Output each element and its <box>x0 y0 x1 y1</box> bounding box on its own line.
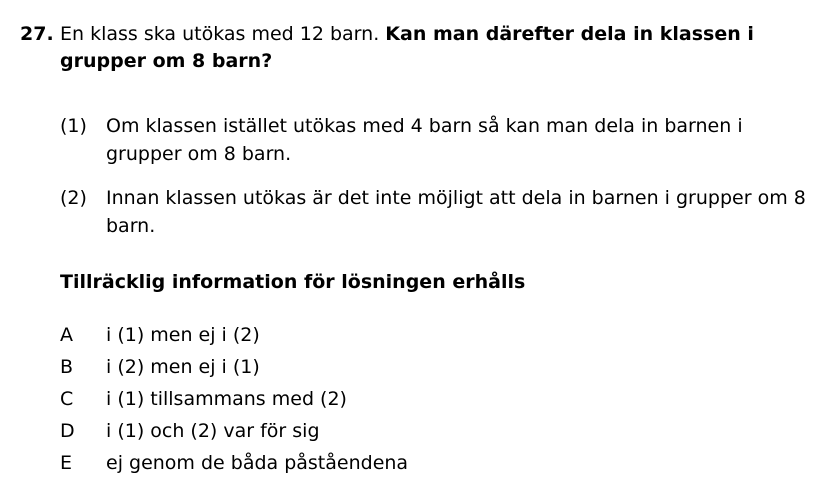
question-intro: En klass ska utökas med 12 barn. <box>60 23 386 45</box>
statement-2 <box>60 184 820 240</box>
option-letter: E <box>60 452 73 474</box>
option-letter: D <box>60 420 75 442</box>
option-letter: A <box>60 324 73 346</box>
answer-options <box>60 322 760 482</box>
option-c[interactable] <box>60 386 760 418</box>
question-ask: Kan man därefter dela in klassen i grupper om 8 barn? <box>60 23 754 72</box>
statement-2-text: Innan klassen utökas är det inte möjligt att dela in barnen i grupper om 8 barn. <box>106 187 806 237</box>
option-text: i (1) och (2) var för sig <box>106 420 320 442</box>
answer-prompt: Tillräcklig information för lösningen erhålls <box>60 271 526 293</box>
question-number: 27. <box>20 23 54 45</box>
statement-1 <box>60 112 820 168</box>
option-text: ej genom de båda påståendena <box>106 452 409 474</box>
statement-1-number: (1) <box>60 115 87 137</box>
option-text: i (2) men ej i (1) <box>106 356 260 378</box>
option-a[interactable] <box>60 322 760 354</box>
option-e[interactable] <box>60 450 760 482</box>
statement-1-text: Om klassen istället utökas med 4 barn så kan man dela in barnen i grupper om 8 barn. <box>106 115 743 165</box>
option-letter: B <box>60 356 74 378</box>
option-text: i (1) men ej i (2) <box>106 324 260 346</box>
statement-2-number: (2) <box>60 187 87 209</box>
option-text: i (1) tillsammans med (2) <box>106 388 347 410</box>
option-letter: C <box>60 388 74 410</box>
option-b[interactable] <box>60 354 760 386</box>
question-text <box>60 21 820 75</box>
option-d[interactable] <box>60 418 760 450</box>
